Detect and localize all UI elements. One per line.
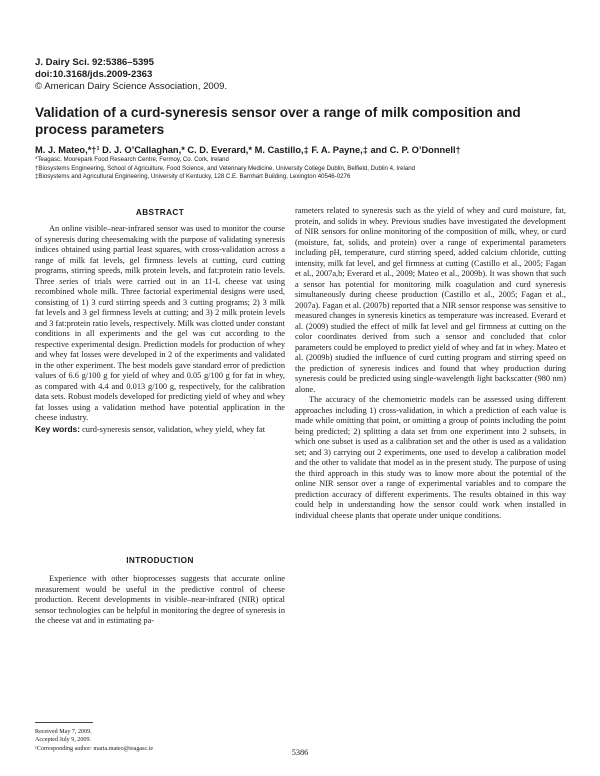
- introduction-column-2: [295, 206, 566, 521]
- keywords-label: Key words:: [35, 423, 80, 434]
- affiliation-2: †Biosystems Engineering, School of Agriculture, Food Science, and Veterinary Medicine, University College Dublin, Belfield, Dublin 4, Ireland: [35, 164, 416, 172]
- introduction-column-1: [35, 574, 285, 627]
- author-list: M. J. Mateo,*†¹ D. J. O’Callaghan,* C. D. Everard,* M. Castillo,‡ F. A. Payne,‡ and C. P. O’Donnell†: [35, 145, 461, 155]
- journal-header: [35, 57, 435, 93]
- corresponding-author: ¹Corresponding author: maria.mateo@teagasc.ie: [35, 745, 154, 752]
- introduction-paragraph-2: rameters related to syneresis such as the yield of whey and curd moisture, fat, protein, and solids in whey. Previous studies have investigated the development of NIR sensors for online monitoring of the composition of milk, whey, or curd (moisture, fat, solids, and protein) over a range of experimental parameters including pH, temperature, curd stirring speed, added calcium chloride, cutting intensity, milk fat level, and gel firmness at cutting (Castillo et al., 2005; Fagan et al., 2007a,b; Everard et al., 2009; Mateo et al., 2009b). It was shown that such a sensor has potential for monitoring milk coagulation and curd syneresis simultaneously during cheese production (Castillo et al., 2005; Fagan et al., 2007a). Fagan et al. (2007b) reported that a NIR sensor response was sensitive to measured changes in syneresis kinetics as temperature was increased. Everard et al. (2009) studied the effect of milk fat level and gel firmness at cutting on the color coordinates derived from such a sensor and concluded that color parameters could be employed to predict yield of whey and fat in whey. Mateo et al. (2009b) studied the influence of curd cutting program and stirring speed on the prediction of syneresis indices and found that whey production during syneresis could be predicted using single-wavelength light backscatter (980 nm) alone.: [295, 206, 566, 394]
- journal-doi: doi:10.3168/jds.2009-2363: [35, 69, 153, 80]
- accepted-date: Accepted July 9, 2009.: [35, 737, 92, 744]
- page-number: 5386: [291, 748, 309, 757]
- abstract-heading: ABSTRACT: [135, 208, 185, 217]
- paper-title: Validation of a curd-syneresis sensor over a range of milk composition and process parameters: [35, 105, 521, 137]
- footnote-rule: [35, 722, 93, 723]
- affiliations: [35, 156, 575, 182]
- abstract-body: [35, 224, 285, 435]
- keywords-list: curd-syneresis sensor, validation, whey yield, whey fat: [82, 424, 266, 434]
- abstract-text: An online visible–near-infrared sensor was used to monitor the course of syneresis during cheesemaking with the purpose of validating syneresis indices obtained using partial least squares, with cross-validation across a range of milk fat levels, gel firmness levels at cutting, curd cutting programs, stirring speeds, milk protein levels, and fat:protein ratio levels. Three series of trials were carried out in an 11-L cheese vat using recombined whole milk. Three factorial experimental designs were used, consisting of 1) 3 curd stirring speeds and 3 cutting programs; 2) 3 milk fat levels and 3 gel firmness levels at cutting; and 3) 2 milk protein levels and 3 fat:protein ratio levels, respectively. Milk was clotted under constant conditions in all experiments and the gel was cut according to the respective experimental design. Prediction models for production of whey and whey fat losses were developed in 2 of the experiments and validated in the other experiment. The best models gave standard error of prediction values of 6.6 g/100 g for yield of whey and 0.05 g/100 g for fat in whey, as compared with 4.4 and 0.013 g/100 g, respectively, for the calibration data sets. Robust models developed for predicting yield of whey and whey fat losses using a validation method have potential application in the cheese industry.: [35, 224, 285, 422]
- introduction-paragraph-3: The accuracy of the chemometric models can be assessed using different approaches including 1) cross-validation, in which a prediction of each value is made while omitting that point, or omitting a group of points including the point being predicted; 2) splitting a data set from one experiment into 2 subsets, in which one subset is used as a calibration set and the other is used as a validation set; and 3) carrying out 2 experiments, one used to develop a calibration model and the other to validate that model as in the present study. The purpose of using the third approach in this study was to know more about the potential of the online NIR sensor over a range of experimental variables and to compare the prediction accuracy of different experiments. The results obtained in this way could help in understanding how the sensor could work when installed in individual cheese plants that operate under unique conditions.: [295, 395, 566, 520]
- affiliation-3: ‡Biosystems and Agricultural Engineering, University of Kentucky, 128 C.E. Barnhart Building, Lexington 40546-0276: [35, 173, 351, 181]
- affiliation-1: *Teagasc, Moorepark Food Research Centre, Fermoy, Co. Cork, Ireland: [35, 156, 229, 163]
- keywords-line: [35, 424, 285, 436]
- introduction-paragraph-1: Experience with other bioprocesses suggests that accurate online measurement would be useful in the predictive control of cheese production. Recent developments in visible–near-infrared (NIR) optical sensor technologies can be helpful in monitoring the degree of syneresis in the cheese vat and in estimating pa-: [35, 574, 285, 625]
- received-date: Received May 7, 2009.: [35, 729, 92, 735]
- journal-citation: J. Dairy Sci. 92:5386–5395: [35, 57, 154, 68]
- introduction-heading: INTRODUCTION: [126, 556, 194, 565]
- journal-copyright: © American Dairy Science Association, 2009.: [35, 81, 228, 92]
